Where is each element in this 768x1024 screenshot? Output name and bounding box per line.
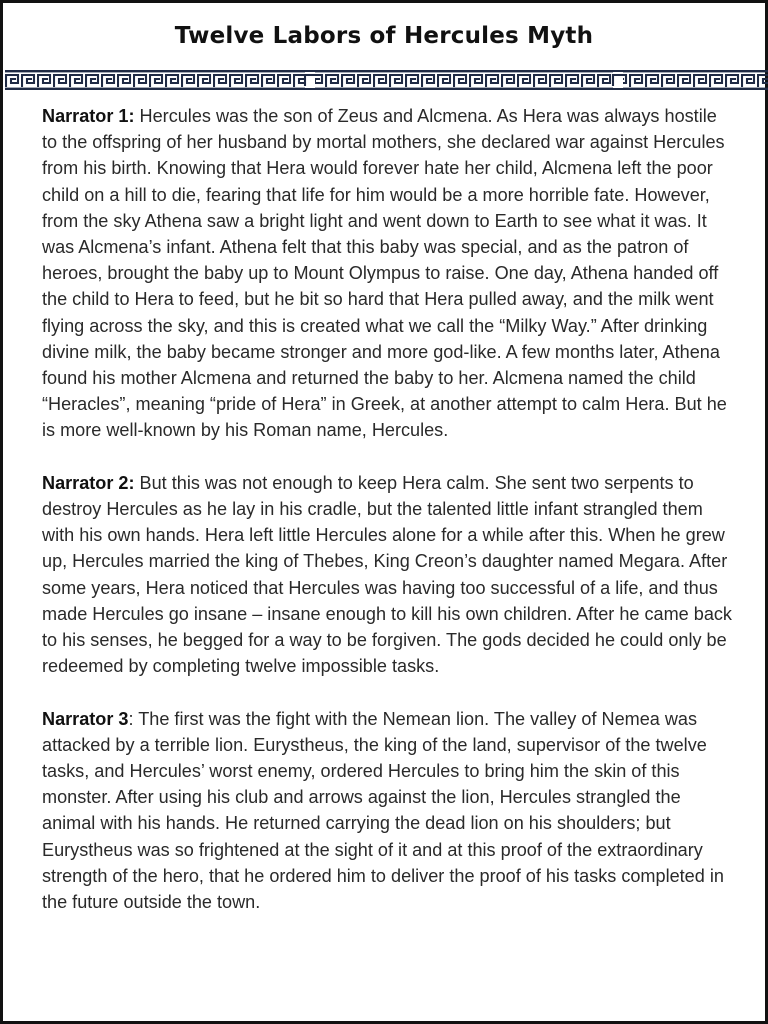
paragraph-text: Hercules was the son of Zeus and Alcmena. As Hera was always hostile to the offspring of her husband by mortal mothers, she declared war against Hercules from his birth. Knowing that Hera would forever hate her child, Alcmena left the poor child on a hill to die, fearing that life for him would be a more horrible fate. However, from the sky Athena saw a bright light and went down to Earth to see what it was. It was Alcmena’s infant. Athena felt that this baby was special, and as the patron of heroes, brought the baby up to Mount Olympus to raise. One day, Athena handed off the child to Hera to feed, but he bit so hard that Hera pulled away, and the milk went flying across the sky, and this is created what we call the “Milky Way.” After drinking divine milk, the baby became stronger and more god-like. A few months later, Athena found his mother Alcmena and returned the baby to her. Alcmena named the child “Heracles”, meaning “pride of Hera” in Greek, at another attempt to calm Hera. But he is more well-known by his Roman name, Hercules. — [42, 106, 727, 441]
paragraph-text: But this was not enough to keep Hera calm. She sent two serpents to destroy Hercules as he lay in his cradle, but the talented little infant strangled them with his own hands. Hera left little Hercules alone for a while after this. When he grew up, Hercules married the king of Thebes, King Creon’s daughter named Megara. After some years, Hera noticed that Hercules was having too successful of a life, and thus made Hercules go insane – insane enough to kill his own children. After he came back to his senses, he begged for a way to be forgiven. The gods decided he could only be redeemed by completing twelve impossible tasks. — [42, 472, 732, 677]
narrator-1-paragraph — [42, 103, 736, 444]
greek-key-border — [5, 70, 768, 90]
paragraph-text: : The first was the fight with the Nemean lion. The valley of Nemea was attacked by a terrible lion. Eurystheus, the king of the land, supervisor of the twelve tasks, and Hercules’ worst enemy, ordered Hercules to bring him the skin of this monster. After using his club and arrows against the lion, Hercules strangled the animal with his hands. He returned carrying the dead lion on his shoulders; but Eurystheus was so frightened at the sight of it and at this proof of the extraordinary strength of the hero, that he ordered him to deliver the proof of his tasks completed in the future outside the town. — [42, 708, 724, 913]
speaker-label: Narrator 3 — [42, 708, 129, 729]
speaker-label: Narrator 2: — [42, 472, 135, 493]
narrator-2-paragraph — [42, 470, 736, 680]
story-text — [42, 103, 736, 941]
page-title: Twelve Labors of Hercules Myth — [174, 23, 594, 49]
narrator-3-paragraph — [42, 706, 736, 916]
speaker-label: Narrator 1: — [42, 106, 135, 126]
